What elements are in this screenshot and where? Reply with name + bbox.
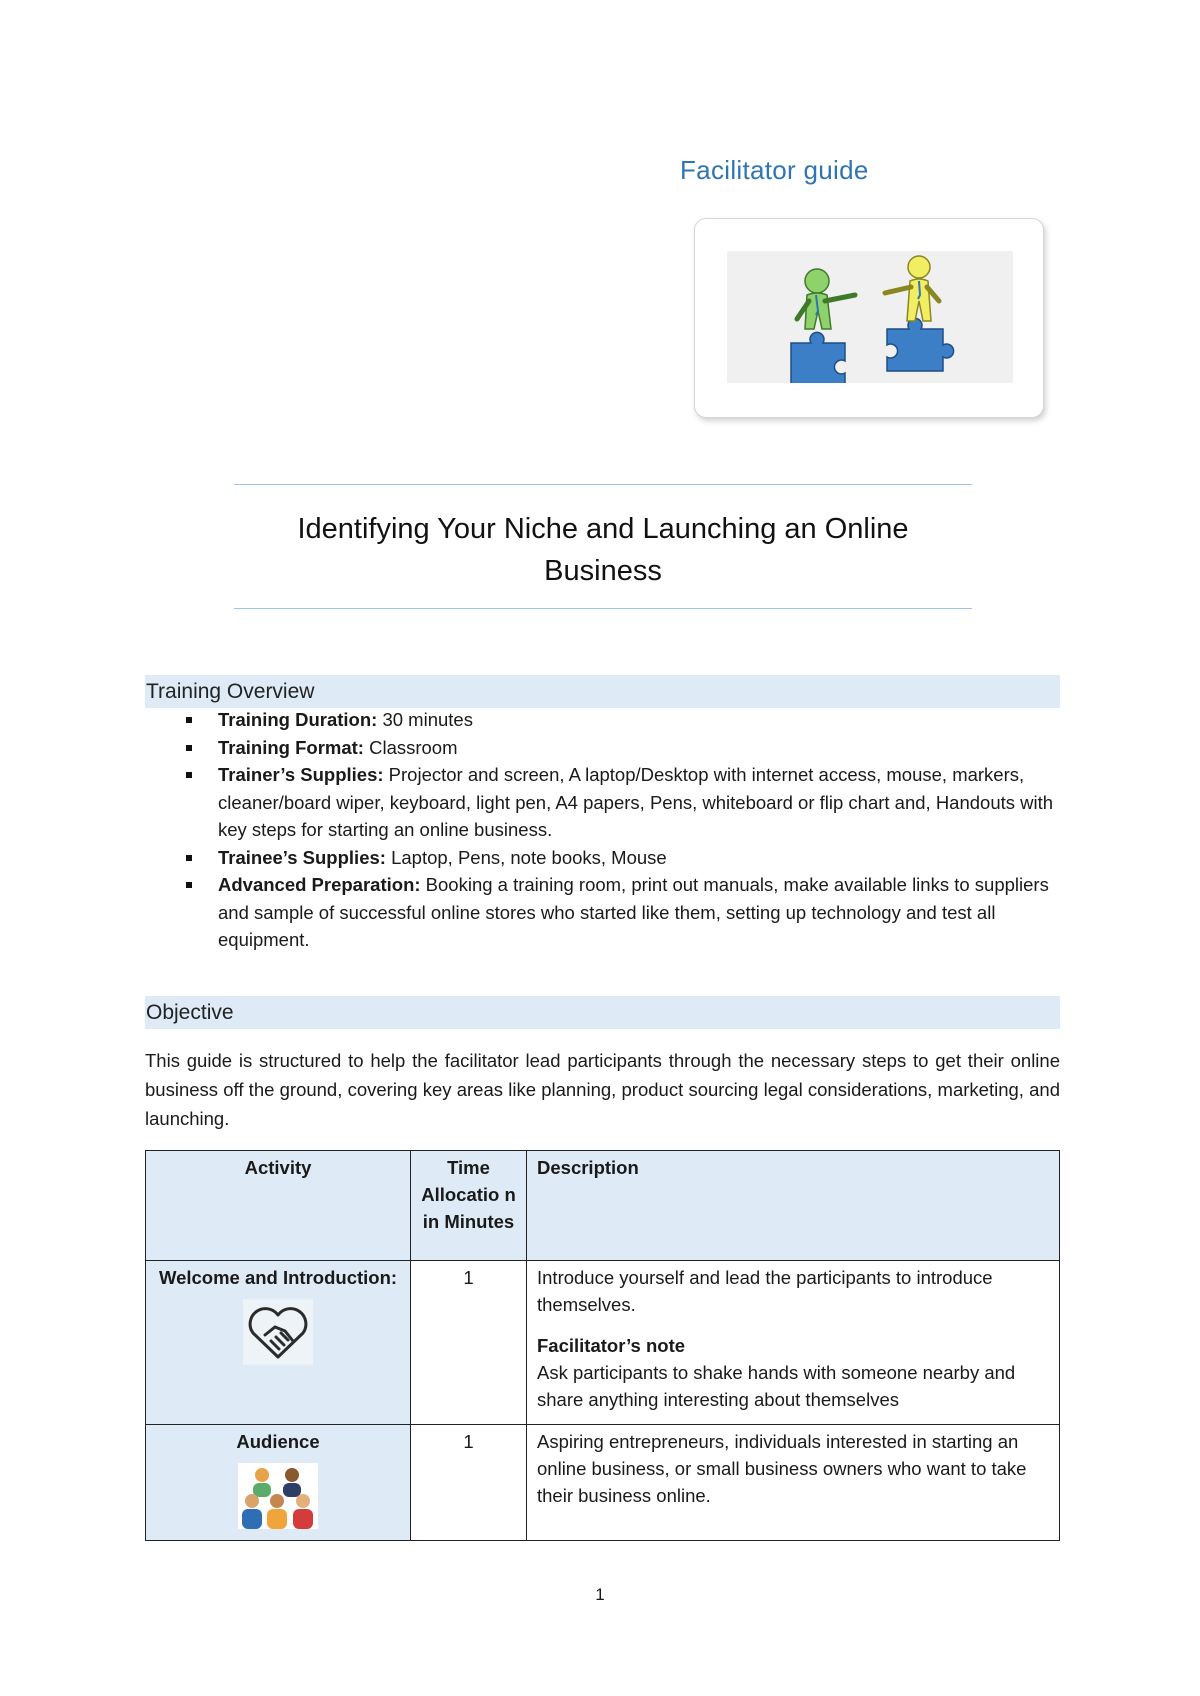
header-description: Description (527, 1151, 1060, 1261)
handshake-heart-icon (156, 1299, 400, 1372)
activity-cell (146, 1261, 411, 1425)
activity-name: Audience (236, 1431, 320, 1452)
list-item (186, 706, 1060, 734)
bullet-icon (186, 855, 192, 861)
bullet-icon (186, 882, 192, 888)
list-item-label: Advanced Preparation: (218, 874, 421, 895)
list-item-label: Training Duration: (218, 709, 378, 730)
activity-name: Welcome and Introduction: (158, 1267, 398, 1288)
table-row (146, 1425, 1060, 1541)
header-activity: Activity (146, 1151, 411, 1261)
list-item (186, 844, 1060, 872)
title-rule-bottom (234, 608, 972, 609)
activity-cell (146, 1425, 411, 1541)
objective-paragraph: This guide is structured to help the facilitator lead participants through the necessary steps to get their online business off the ground, covering key areas like planning, product sourcing legal considerations, marketing, and launching. (145, 1050, 1060, 1129)
puzzle-handshake-icon (727, 251, 1013, 383)
list-item-label: Trainer’s Supplies: (218, 764, 384, 785)
list-item-text: Classroom (363, 736, 458, 758)
list-item (186, 734, 1060, 762)
list-item (186, 761, 1060, 844)
activity-table (145, 1150, 1060, 1541)
objective-heading: Objective (145, 996, 1060, 1029)
title-rule-top (234, 484, 972, 485)
document-title (234, 508, 972, 592)
table-header-row (146, 1151, 1060, 1261)
description-cell (527, 1261, 1060, 1425)
document-title-line2: Business (544, 555, 662, 587)
document-title-line1: Identifying Your Niche and Launching an Online (297, 513, 909, 545)
description-text: Introduce yourself and lead the participants to introduce themselves. (537, 1267, 993, 1315)
header-time: Time Allocatio n in Minutes (411, 1151, 527, 1261)
list-item (186, 871, 1060, 954)
list-item-text: Projector and screen, A laptop/Desktop with internet access, mouse, markers, cleaner/board wiper, keyboard, light pen, A4 papers, Pens, whiteboard or flip chart and, Handouts with key steps for starting an online business. (218, 764, 1054, 840)
description-cell: Aspiring entrepreneurs, individuals interested in starting an online business, or small business owners who want to take their business online. (527, 1425, 1060, 1541)
list-item-text: 30 minutes (377, 709, 473, 730)
time-cell: 1 (411, 1261, 527, 1425)
time-cell: 1 (411, 1425, 527, 1541)
list-item-text: Booking a training room, print out manuals, make available links to suppliers and sample of successful online stores who started like them, setting up technology and test all equipment. (218, 874, 1049, 950)
page-number: 1 (595, 1585, 605, 1604)
table-row (146, 1261, 1060, 1425)
list-item-label: Trainee’s Supplies: (218, 846, 386, 868)
audience-group-icon (156, 1463, 400, 1536)
bullet-icon (186, 717, 192, 723)
facilitator-guide-label: Facilitator guide (680, 155, 869, 185)
training-overview-heading: Training Overview (145, 675, 1060, 708)
facilitator-note-title: Facilitator’s note (537, 1335, 686, 1356)
list-item-label: Training Format: (218, 736, 364, 758)
facilitator-note-text: Ask participants to shake hands with someone nearby and share anything interesting about themselves (537, 1362, 1016, 1410)
bullet-icon (186, 745, 192, 751)
training-overview-list (186, 706, 1060, 954)
bullet-icon (186, 772, 192, 778)
list-item-text: Laptop, Pens, note books, Mouse (385, 846, 667, 868)
